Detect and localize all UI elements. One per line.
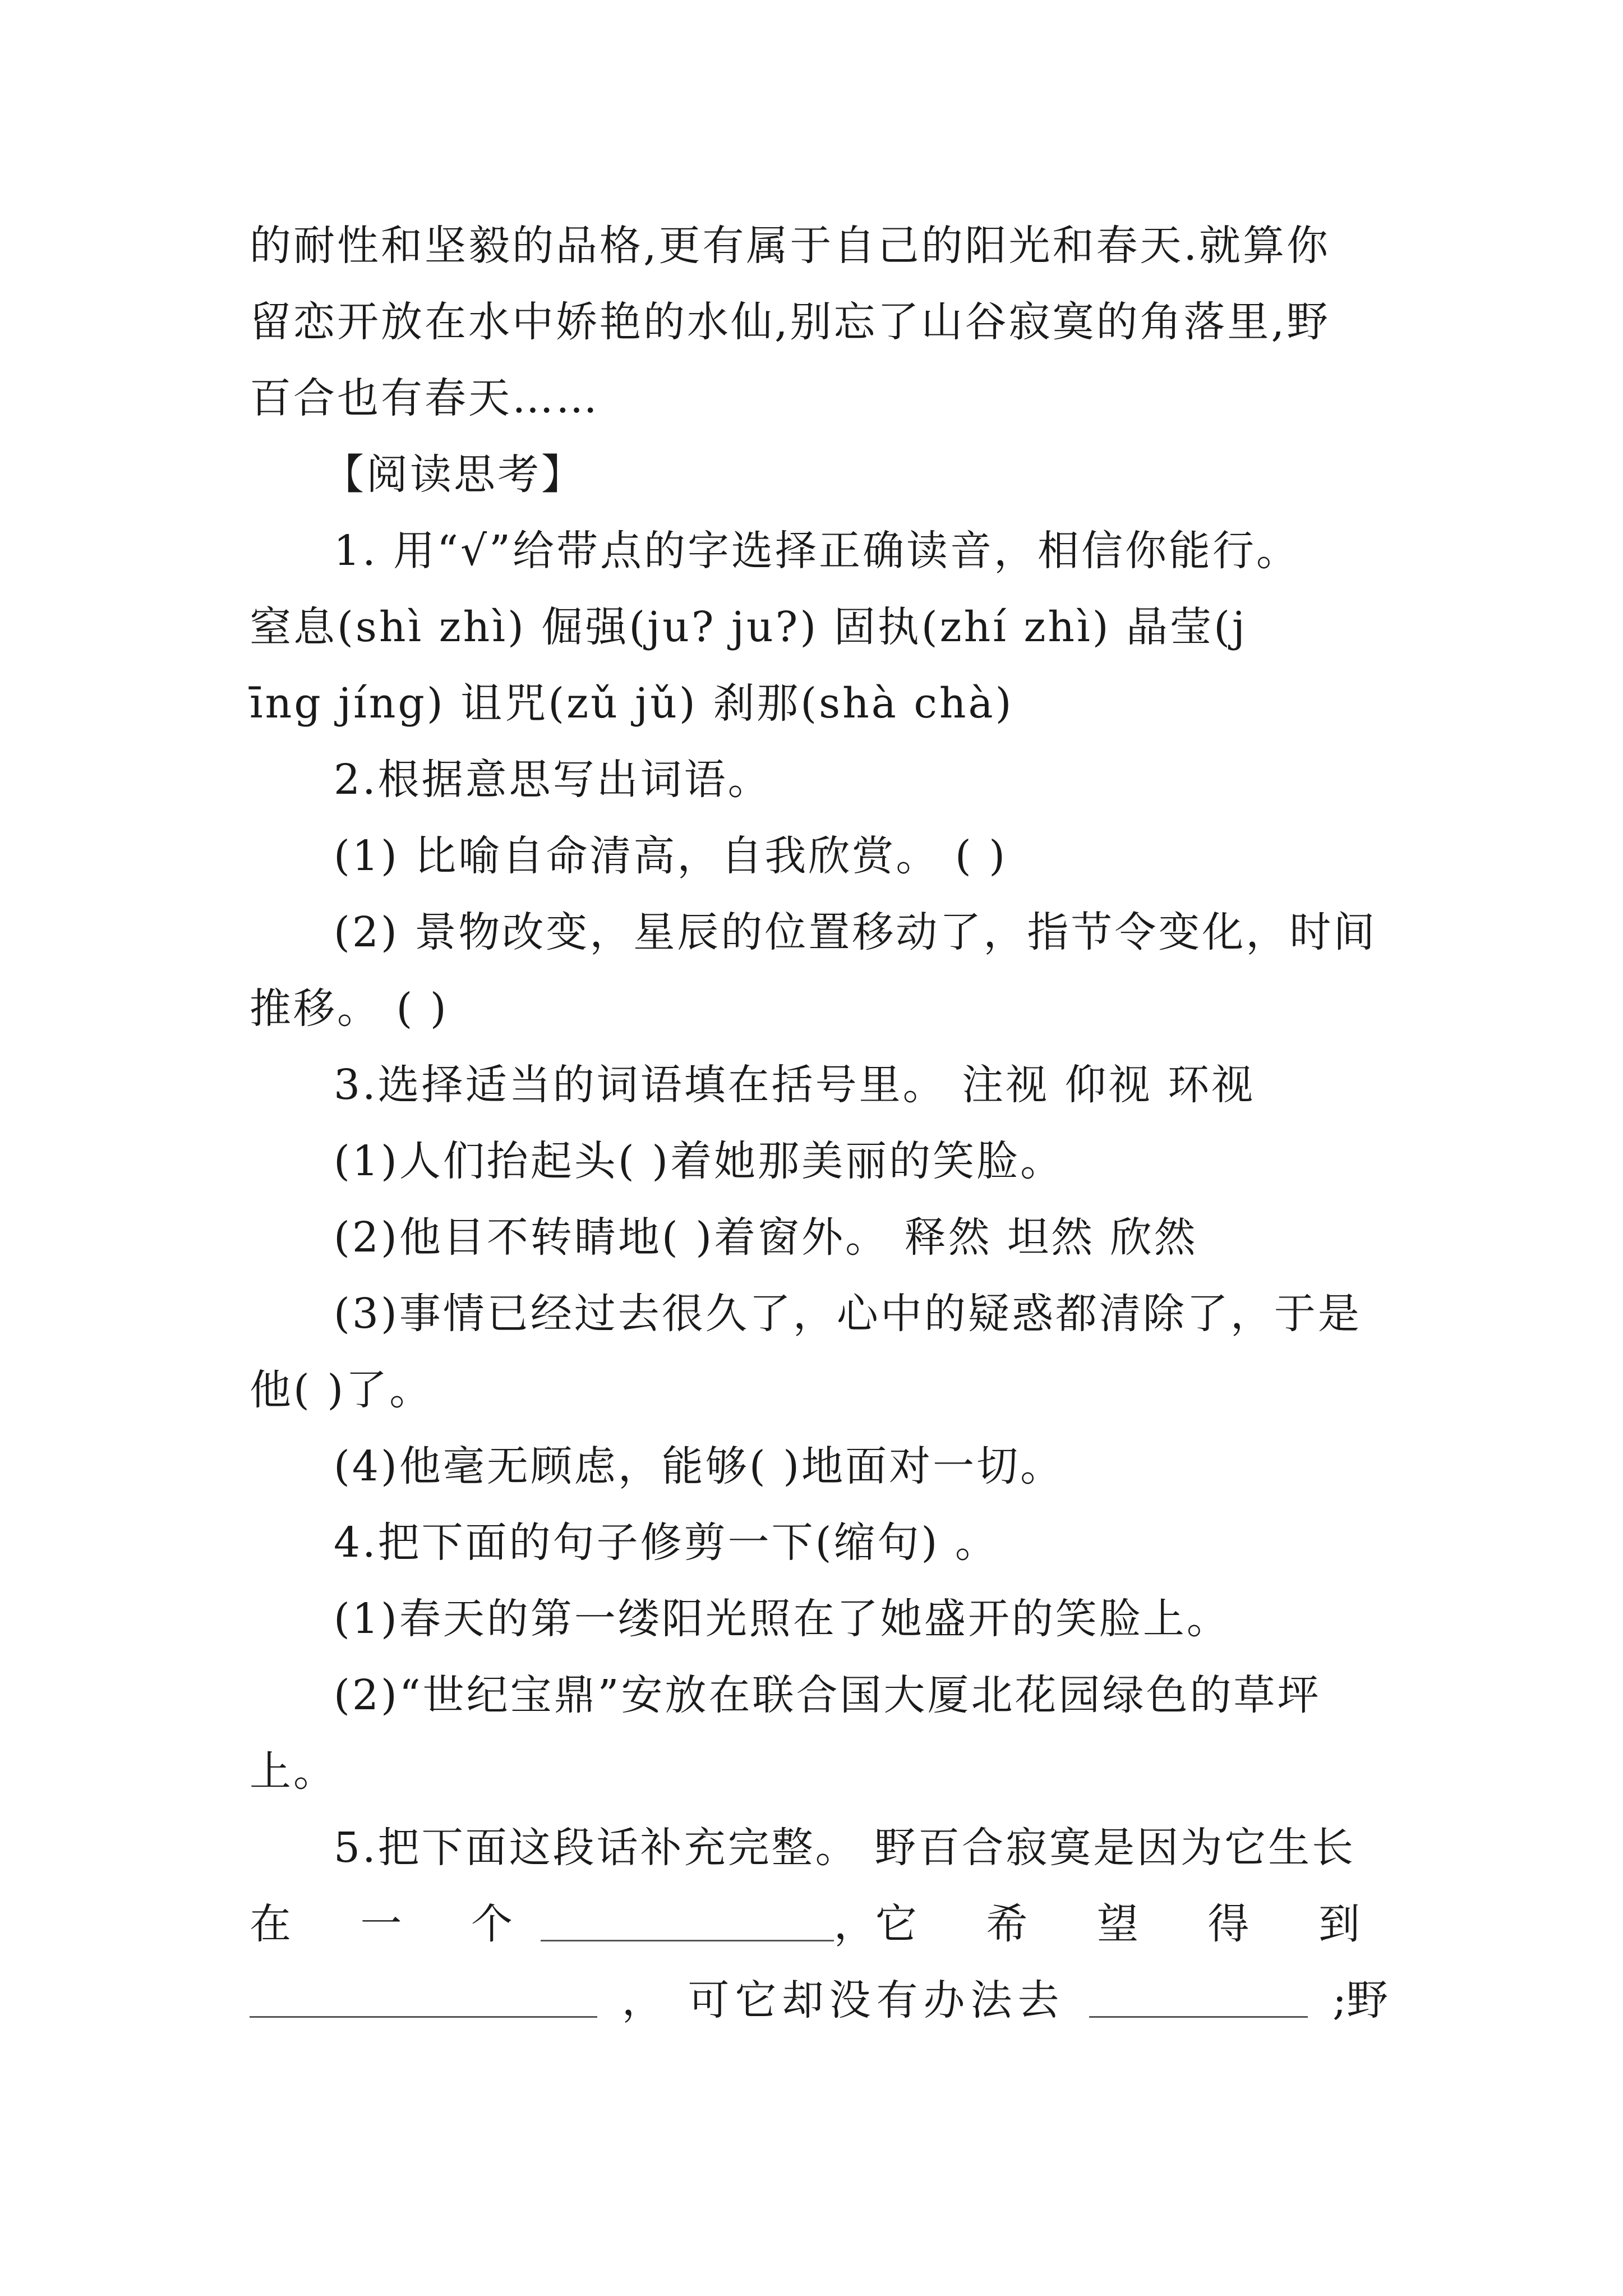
- question-2-item: 推移。 ( ): [250, 984, 449, 1033]
- question-5-fill-line: [250, 1896, 1388, 1952]
- fill-text: 在 一 个: [250, 1900, 541, 1948]
- answer-blank[interactable]: [250, 1984, 597, 2018]
- paragraph-line: 的耐性和坚毅的品格,更有属于自己的阳光和春天.就算你: [250, 222, 1331, 270]
- answer-blank[interactable]: [541, 1907, 834, 1941]
- question-3-item: (4)他毫无顾虑，能够( )地面对一切。: [334, 1442, 1064, 1490]
- question-2-item: (1) 比喻自命清高，自我欣赏。 ( ): [334, 832, 1008, 880]
- question-1-options: 窒息(shì zhì) 倔强(ju? ju?) 固执(zhí zhì) 晶莹(j: [250, 603, 1247, 651]
- question-3-item: (3)事情已经过去很久了，心中的疑惑都清除了，于是: [334, 1290, 1362, 1338]
- question-1-options: īng jíng) 诅咒(zǔ jǔ) 刹那(shà chà): [250, 679, 1014, 728]
- fill-text: 它 希 望 得 到: [875, 1900, 1388, 1948]
- question-4-item: (2)“世纪宝鼎”安放在联合国大厦北花园绿色的草坪: [334, 1671, 1321, 1719]
- fill-text: ，: [833, 1900, 875, 1948]
- fill-text: ，: [621, 1976, 663, 2024]
- question-1-prompt: 1. 用“√”给带点的字选择正确读音，相信你能行。: [334, 527, 1300, 575]
- question-3-item: 他( )了。: [250, 1366, 434, 1414]
- question-3-item: (2)他目不转睛地( )着窗外。 释然 坦然 欣然: [334, 1213, 1198, 1262]
- paragraph-line: 百合也有春天……: [250, 374, 600, 422]
- question-4-item: 上。: [250, 1747, 337, 1796]
- question-4-title: 4.把下面的句子修剪一下(缩句) 。: [334, 1519, 999, 1567]
- question-5-fill-line: [250, 1972, 1388, 2028]
- answer-blank[interactable]: [1089, 1984, 1308, 2018]
- fill-text: ;野: [1332, 1976, 1388, 2024]
- fill-text: 可它却没有办法去: [688, 1976, 1065, 2024]
- section-title: 【阅读思考】: [322, 450, 585, 499]
- question-3-item: (1)人们抬起头( )着她那美丽的笑脸。: [334, 1137, 1064, 1185]
- question-5-prompt: 5.把下面这段话补充完整。 野百合寂寞是因为它生长: [334, 1824, 1356, 1872]
- question-4-item: (1)春天的第一缕阳光照在了她盛开的笑脸上。: [334, 1595, 1230, 1643]
- question-2-item: (2) 景物改变，星辰的位置移动了，指节令变化，时间: [334, 908, 1377, 956]
- question-3-title: 3.选择适当的词语填在括号里。 注视 仰视 环视: [334, 1061, 1256, 1109]
- paragraph-line: 留恋开放在水中娇艳的水仙,别忘了山谷寂寞的角落里,野: [250, 298, 1331, 346]
- question-2-title: 2.根据意思写出词语。: [334, 756, 772, 804]
